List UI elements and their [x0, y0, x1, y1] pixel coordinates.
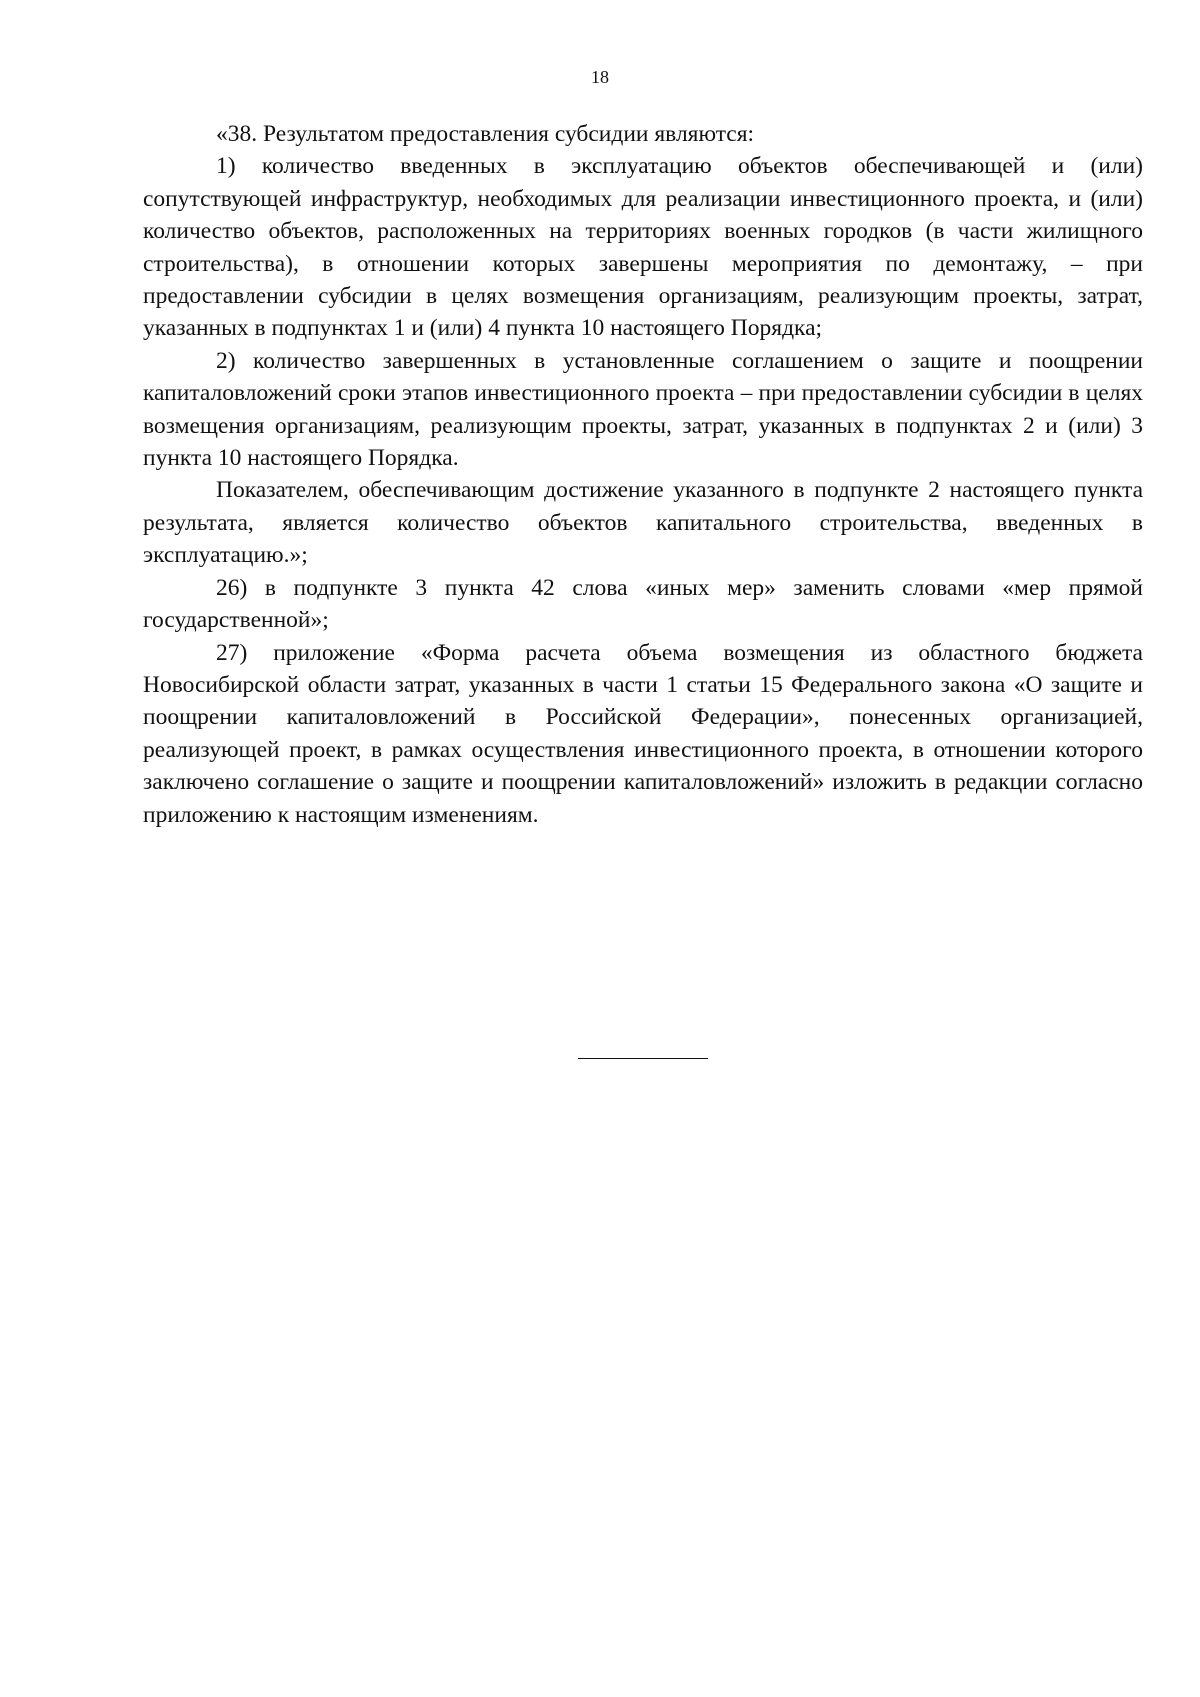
paragraph-indicator: Показателем, обеспечивающим достижение указанного в подпункте 2 настоящего пункта результата, является количество объектов капитального строительства, введенных в эксплуатацию.»; [143, 477, 1143, 569]
paragraph-item-38-heading: «38. Результатом предоставления субсидии являются: [216, 121, 755, 147]
end-divider [578, 1058, 708, 1059]
paragraph-amendment-26: 26) в подпункте 3 пункта 42 слова «иных мер» заменить словами «мер прямой государственной»; [143, 574, 1143, 634]
paragraph-result-2: 2) количество завершенных в установленные соглашением о защите и поощрении капиталовложений сроки этапов инвестиционного проекта – при предоставлении субсидии в целях возмещения организациям, реализующим проекты, затрат, указанных в подпунктах 2 и (или) 3 пункта 10 настоящего Порядка. [143, 347, 1143, 472]
page-number: 18 [591, 67, 609, 87]
paragraph-result-1: 1) количество введенных в эксплуатацию объектов обеспечивающей и (или) сопутствующей инфраструктур, необходимых для реализации инвестиционного проекта, и (или) количество объектов, расположенных на территориях военных городков (в части жилищного строительства), в отношении которых завершены мероприятия по демонтажу, – при предоставлении субсидии в целях возмещения организациям, реализующим проекты, затрат, указанных в подпунктах 1 и (или) 4 пункта 10 настоящего Порядка; [143, 153, 1143, 342]
document-body [143, 118, 1143, 831]
paragraph-amendment-27: 27) приложение «Форма расчета объема возмещения из областного бюджета Новосибирской области затрат, указанных в части 1 статьи 15 Федерального закона «О защите и поощрении капиталовложений в Российской Федерации», понесенных организацией, реализующей проект, в рамках осуществления инвестиционного проекта, в отношении которого заключено соглашение о защите и поощрении капиталовложений» изложить в редакции согласно приложению к настоящим изменениям. [143, 639, 1143, 828]
